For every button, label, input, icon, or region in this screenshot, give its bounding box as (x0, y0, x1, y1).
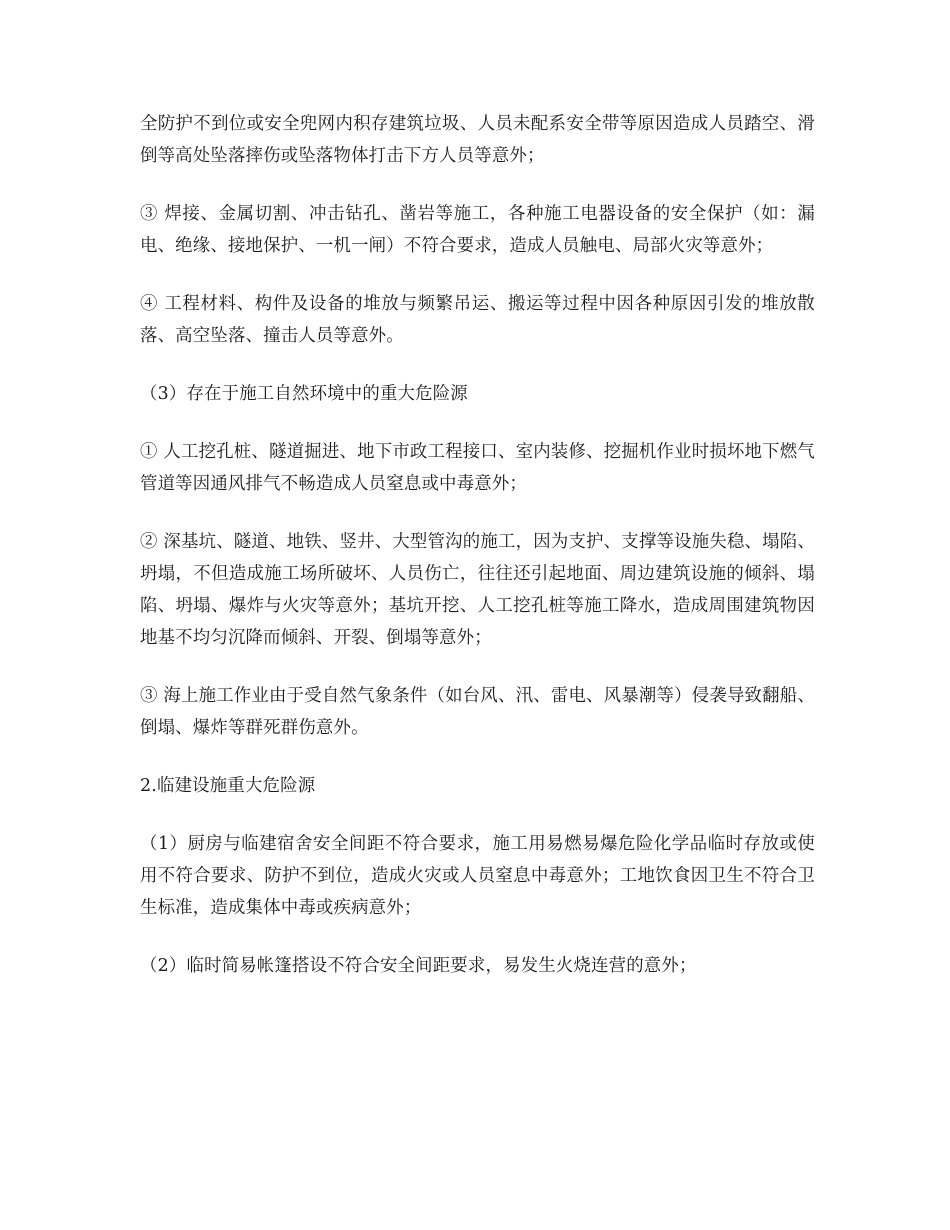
paragraph-offshore-hazards: ③ 海上施工作业由于受自然气象条件（如台风、汛、雷电、风暴潮等）侵袭导致翻船、倒塌、爆炸等群死群伤意外。 (140, 686, 815, 738)
document-body (140, 108, 815, 1008)
paragraph-material-handling: ④ 工程材料、构件及设备的堆放与频繁吊运、搬运等过程中因各种原因引发的堆放散落、高空坠落、撞击人员等意外。 (140, 294, 815, 346)
paragraph-electrical-hazards: ③ 焊接、金属切割、冲击钻孔、凿岩等施工，各种施工电器设备的安全保护（如：漏电、绝缘、接地保护、一机一闸）不符合要求，造成人员触电、局部火灾等意外； (140, 204, 815, 256)
paragraph-collapse-hazards: ② 深基坑、隧道、地铁、竖井、大型管沟的施工，因为支护、支撑等设施失稳、塌陷、坍塌，不但造成施工场所破坏、人员伤亡，往往还引起地面、周边建筑设施的倾斜、塌陷、坍塌、爆炸与火灾等意外；基坑开挖、人工挖孔桩等施工降水，造成周围建筑物因地基不均匀沉降而倾斜、开裂、倒塌等意外； (140, 532, 815, 648)
paragraph-kitchen-dormitory: （1）厨房与临建宿舍安全间距不符合要求，施工用易燃易爆危险化学品临时存放或使用不符合要求、防护不到位，造成火灾或人员窒息中毒意外；工地饮食因卫生不符合卫生标准，造成集体中毒或疾病意外； (140, 834, 815, 918)
paragraph-fall-accidents: 全防护不到位或安全兜网内积存建筑垃圾、人员未配系安全带等原因造成人员踏空、滑倒等高处坠落摔伤或坠落物体打击下方人员等意外； (140, 114, 815, 166)
paragraph-suffocation-poisoning: ① 人工挖孔桩、隧道掘进、地下市政工程接口、室内装修、挖掘机作业时损坏地下燃气管道等因通风排气不畅造成人员窒息或中毒意外； (140, 442, 815, 494)
section-heading-natural-environment: （3）存在于施工自然环境中的重大危险源 (140, 384, 468, 404)
paragraph-temporary-tents: （2）临时简易帐篷搭设不符合安全间距要求，易发生火烧连营的意外； (140, 956, 697, 976)
section-heading-temporary-facilities: 2.临建设施重大危险源 (140, 776, 316, 796)
